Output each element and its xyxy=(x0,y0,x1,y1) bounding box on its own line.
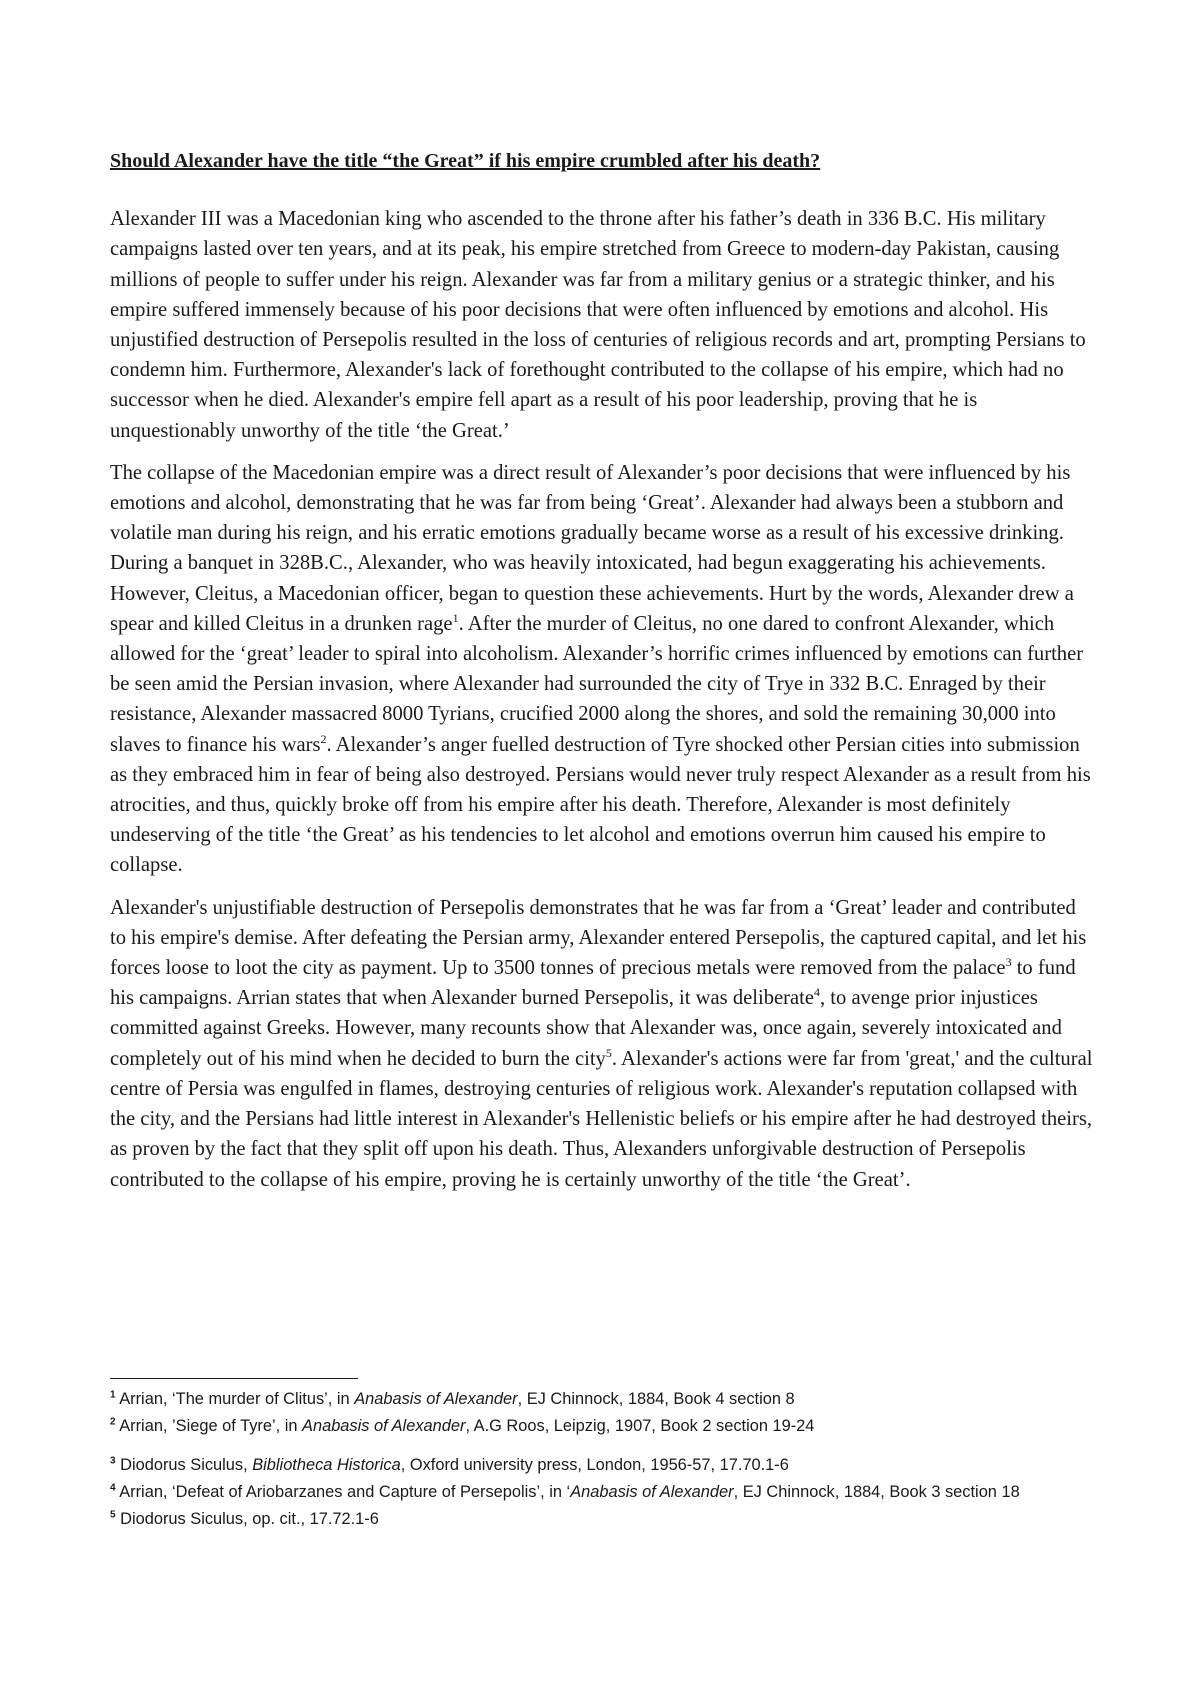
footnotes-section xyxy=(110,1388,1095,1535)
footnote-text: Diodorus Siculus, op. cit., 17.72.1-6 xyxy=(115,1510,379,1528)
essay-paragraph xyxy=(110,204,1095,446)
footnote-book-title: Anabasis of Alexander xyxy=(354,1390,518,1408)
essay-paragraphs xyxy=(110,204,1095,1195)
footnote-reference[interactable]: 2 xyxy=(320,731,327,746)
paragraph-text: to fund his campaigns. Arrian states that when Alexander burned Persepolis, it was deliberate xyxy=(110,957,1076,1010)
footnote-reference[interactable]: 4 xyxy=(814,985,820,1000)
footnote-book-title: Anabasis of Alexander xyxy=(302,1417,466,1435)
footnote-text: Diodorus Siculus, xyxy=(115,1456,253,1474)
footnote-reference[interactable]: 5 xyxy=(605,1045,612,1060)
footnote-number: 1 xyxy=(110,1389,116,1401)
essay-paragraph xyxy=(110,458,1095,881)
footnote-item xyxy=(110,1481,1095,1504)
footnote-item xyxy=(110,1454,1095,1477)
paragraph-text: Alexander's unjustifiable destruction of Persepolis demonstrates that he was far from a ‘Great’ leader and contributed to his empire's demise. After defeating the Persian army, Alexander entered Persepolis, the captured capital, and let his forces loose to loot the city as payment. Up to 3500 tonnes of precious metals were removed from the palace xyxy=(110,896,1087,980)
paragraph-text: . Alexander's actions were far from 'great,' and the cultural centre of Persia was engulfed in flames, destroying centuries of religious work. Alexander's reputation collapsed with the city, and the Persians had little interest in Alexander's Hellenistic beliefs or his empire after he had destroyed theirs, as proven by the fact that they split off upon his death. Thus, Alexanders unforgivable destruction of Persepolis contributed to the collapse of his empire, proving he is certainly unworthy of the title ‘the Great’. xyxy=(110,1047,1093,1191)
footnote-text: , Oxford university press, London, 1956-57, 17.70.1-6 xyxy=(400,1456,789,1474)
footnote-book-title: Bibliotheca Historica xyxy=(252,1456,401,1474)
footnote-text: Arrian, ‘The murder of Clitus’, in xyxy=(115,1390,355,1408)
footnote-item xyxy=(110,1508,1095,1531)
paragraph-text: The collapse of the Macedonian empire was a direct result of Alexander’s poor decisions that were influenced by his emotions and alcohol, demonstrating that he was far from being ‘Great’. Alexander had always been a stubborn and volatile man during his reign, and his erratic emotions gradually became worse as a result of his excessive drinking. During a banquet in 328B.C., Alexander, who was heavily intoxicated, had begun exaggerating his achievements. However, Cleitus, a Macedonian officer, began to question these achievements. Hurt by the words, Alexander drew a spear and killed Cleitus in a drunken rage xyxy=(110,461,1074,635)
footnote-reference[interactable]: 3 xyxy=(1005,955,1012,970)
paragraph-text: , to avenge prior injustices committed against Greeks. However, many recounts show that Alexander was, once again, severely intoxicated and completely out of his mind when he decided to burn the city xyxy=(110,987,1062,1070)
footnote-item xyxy=(110,1415,1095,1438)
footnote-number: 4 xyxy=(110,1482,116,1494)
footnote-text: Arrian, ‘Defeat of Ariobarzanes and Capture of Persepolis’, in ‘ xyxy=(115,1483,571,1501)
essay-body xyxy=(110,146,1095,1207)
paragraph-text: Alexander III was a Macedonian king who ascended to the throne after his father’s death in 336 B.C. His military campaigns lasted over ten years, and at its peak, his empire stretched from Greece to modern-day Pakistan, causing millions of people to suffer under his reign. Alexander was far from a military genius or a strategic thinker, and his empire suffered immensely because of his poor decisions that were often influenced by emotions and alcohol. His unjustified destruction of Persepolis resulted in the loss of centuries of religious records and art, prompting Persians to condemn him. Furthermore, Alexander's lack of forethought contributed to the collapse of his empire, which had no successor when he died. Alexander's empire fell apart as a result of his poor leadership, proving that he is unquestionably unworthy of the title ‘the Great.’ xyxy=(110,208,1086,442)
footnote-number: 2 xyxy=(110,1416,116,1428)
footnote-number: 3 xyxy=(110,1455,116,1467)
footnote-reference[interactable]: 1 xyxy=(452,610,459,625)
paragraph-text: . After the murder of Cleitus, no one dared to confront Alexander, which allowed for the ‘great’ leader to spiral into alcoholism. Alexander’s horrific crimes influenced by emotions can further be seen amid the Persian invasion, where Alexander had surrounded the city of Trye in 332 B.C. Enraged by their resistance, Alexander massacred 8000 Tyrians, crucified 2000 along the shores, and sold the remaining 30,000 into slaves to finance his wars xyxy=(110,612,1084,756)
footnote-text: Arrian, ’Siege of Tyre’, in xyxy=(115,1417,303,1435)
footnote-item xyxy=(110,1388,1095,1411)
footnote-number: 5 xyxy=(110,1509,116,1521)
paragraph-text: . Alexander’s anger fuelled destruction of Tyre shocked other Persian cities into submission as they embraced him in fear of being also destroyed. Persians would never truly respect Alexander as a result from his atrocities, and thus, quickly broke off from his empire after his death. Therefore, Alexander is most definitely undeserving of the title ‘the Great’ as his tendencies to let alcohol and emotions overrun him caused his empire to collapse. xyxy=(110,733,1091,877)
footnote-book-title: Anabasis of Alexander xyxy=(570,1483,734,1501)
footnote-text: , A.G Roos, Leipzig, 1907, Book 2 section 19-24 xyxy=(465,1417,815,1435)
essay-title: Should Alexander have the title “the Great” if his empire crumbled after his death? xyxy=(110,150,821,172)
footnote-separator xyxy=(110,1378,358,1379)
footnote-text: , EJ Chinnock, 1884, Book 4 section 8 xyxy=(517,1390,795,1408)
essay-paragraph xyxy=(110,893,1095,1195)
footnote-text: , EJ Chinnock, 1884, Book 3 section 18 xyxy=(733,1483,1020,1501)
